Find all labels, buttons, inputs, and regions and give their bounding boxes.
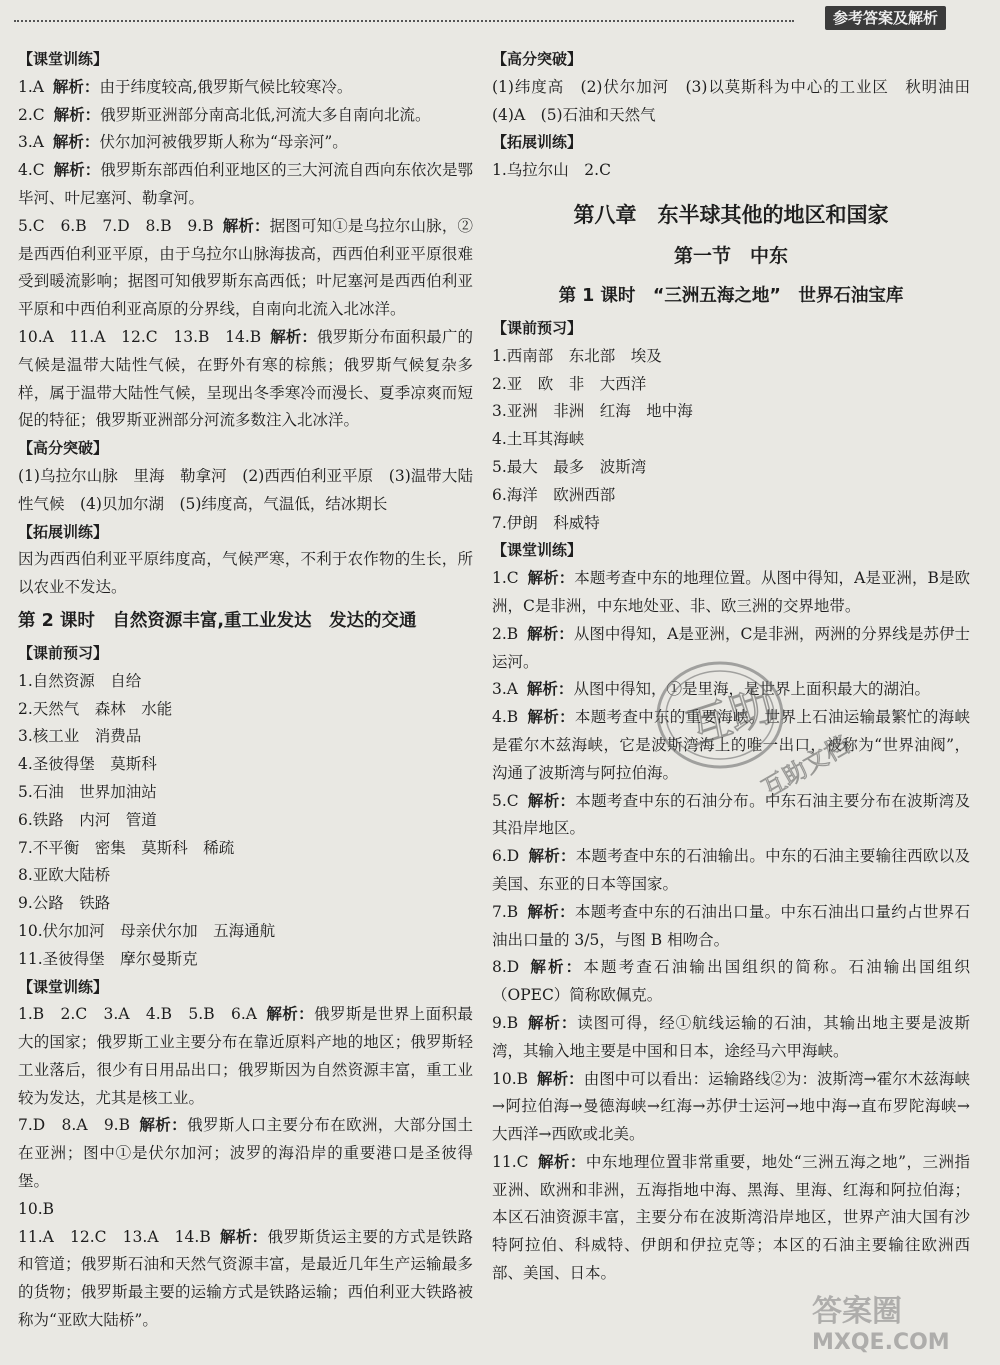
analysis-label: 解析： (52, 133, 100, 152)
answer-line: 6.铁路 内河 管道 (18, 810, 157, 829)
analysis-text: 俄罗斯亚洲部分南高北低,河流大多自南向北流。 (100, 105, 431, 124)
answer-line: 1.西南部 东北部 埃及 (492, 346, 662, 365)
answer-item (492, 1010, 970, 1066)
answer-number: 2.C (18, 105, 45, 124)
answer-item (492, 1066, 970, 1149)
answer-number: 1.B 2.C 3.A 4.B 5.B 6.A (18, 1005, 257, 1024)
analysis-label: 解析： (52, 77, 100, 96)
analysis-label: 解析： (270, 327, 318, 346)
answer-number: 8.D (492, 958, 520, 977)
answer-line: 2.天然气 森林 水能 (18, 699, 173, 718)
analysis-text: 从图中得知，①是里海，是世界上面积最大的湖泊。 (573, 680, 930, 699)
answer-line: 11.圣彼得堡 摩尔曼斯克 (18, 949, 198, 968)
analysis-text: 伏尔加河被俄罗斯人称为“母亲河”。 (99, 133, 348, 152)
answer-number: 3.A (18, 133, 44, 152)
answer-number: 11.A 12.C 13.A 14.B (18, 1227, 211, 1246)
analysis-text: 本题考查中东的石油输出。中东的石油主要输往西欧以及美国、东亚的日本等国家。 (492, 847, 970, 893)
answer-line: 9.公路 铁路 (18, 894, 111, 913)
section-title: 【课前预习】 (18, 643, 109, 662)
answer-line: 2.亚 欧 非 大西洋 (492, 374, 647, 393)
answer-text: 因为西西伯利亚平原纬度高，气候严寒，不利于农作物的生长，所以农业不发达。 (18, 550, 473, 597)
analysis-label: 解析： (527, 902, 575, 921)
section-title: 【高分突破】 (18, 439, 109, 458)
answer-item (18, 129, 473, 157)
answer-number: 1.A (18, 77, 44, 96)
answer-text: (1)乌拉尔山脉 里海 勒拿河 (2)西西伯利亚平原 (3)温带大陆性气候 (4)贝加尔湖 (5)纬度高，气温低，结冰期长 (18, 466, 473, 513)
answer-item (492, 788, 970, 844)
section-title: 【课堂训练】 (18, 50, 109, 68)
analysis-label: 解析： (222, 216, 270, 235)
analysis-label: 解析： (139, 1116, 188, 1135)
svg-text:答案圈: 答案圈 (812, 1294, 902, 1329)
answer-number: 5.C (492, 791, 519, 810)
answer-number: 10.B (18, 1199, 55, 1218)
analysis-text: 本题考查中东的地理位置。从图中得知，A是亚洲，B是欧洲，C是非洲，中东地处亚、非、欧三洲的交界地带。 (492, 569, 970, 615)
answer-line: 3.亚洲 非洲 红海 地中海 (492, 402, 693, 421)
answer-number: 2.B (492, 624, 519, 643)
answer-line: 1.自然资源 自给 (18, 671, 142, 690)
answer-line: 5.石油 世界加油站 (18, 782, 157, 801)
svg-text:互助: 互助 (680, 679, 780, 756)
left-column (18, 46, 473, 1335)
corner-logo-icon (802, 1291, 992, 1357)
answer-text: (1)纬度高 (2)伏尔加河 (3)以莫斯科为中心的工业区 秋明油田 (4)A (5)石油和天然气 (492, 77, 986, 124)
answer-number: 7.D 8.A 9.B (18, 1116, 130, 1135)
answer-list (18, 74, 473, 435)
answer-line: 8.亚欧大陆桥 (18, 866, 111, 885)
analysis-text: 由于纬度较高,俄罗斯气候比较寒冷。 (99, 77, 353, 96)
answer-number: 1.C (492, 569, 519, 588)
answer-number: 11.C (492, 1152, 529, 1171)
answer-number: 3.A (492, 680, 518, 699)
answer-text: 1.乌拉尔山 2.C (492, 161, 611, 180)
answer-item (18, 324, 473, 435)
answer-item (492, 621, 970, 677)
analysis-text: 俄罗斯是世界上面积最大的国家；俄罗斯工业主要分布在靠近原料产地的地区；俄罗斯轻工业落后，很少有日用品出口；俄罗斯因为自然资源丰富，重工业较为发达，尤其是核工业。 (18, 1005, 473, 1107)
analysis-text: 据图可知①是乌拉尔山脉，②是西西伯利亚平原，由于乌拉尔山脉海拔高，西西伯利亚平原很难受到暖流影响；据图可知俄罗斯东高西低；叶尼塞河是西西伯利亚平原和中西伯利亚高原的分界线，自南向北流入北冰洋。 (18, 216, 473, 319)
answer-line: 3.核工业 消费品 (18, 727, 142, 746)
section-title: 【高分突破】 (492, 50, 583, 68)
answer-item (18, 157, 473, 213)
answer-number: 4.C (18, 161, 45, 180)
answer-list (18, 1001, 473, 1335)
analysis-text: 本题考查中东的石油出口量。中东石油出口量约占世界石油出口量的 3/5，与图 B 相吻合。 (492, 902, 970, 949)
answer-item (492, 1149, 970, 1288)
analysis-label: 解析： (526, 680, 574, 699)
answer-lines (492, 343, 970, 538)
analysis-text: 中东地理位置非常重要，地处“三洲五海之地”，三洲指亚洲、欧洲和非洲，五海指地中海、黑海、里海、红海和阿拉伯海；本区石油资源丰富，主要分布在波斯湾沿岸地区，世界产油大国有沙特阿拉伯、科威特、伊朗和伊拉克等；本区的石油主要输往欧洲西部、美国、日本。 (492, 1152, 970, 1283)
analysis-text: 俄罗斯人口主要分布在欧洲，大部分国土在亚洲；图中①是伏尔加河；波罗的海沿岸的重要港口是圣彼得堡。 (18, 1116, 473, 1191)
answer-number: 10.B (492, 1069, 529, 1088)
analysis-label: 解析： (527, 624, 574, 643)
header-tag: 参考答案及解析 (825, 6, 946, 30)
answer-number: 5.C 6.B 7.D 8.B 9.B (18, 216, 214, 235)
analysis-label: 解析： (537, 1069, 584, 1088)
analysis-label: 解析： (220, 1227, 268, 1246)
answer-item (492, 704, 970, 787)
answer-item (18, 213, 473, 324)
answer-item (492, 676, 970, 704)
analysis-text: 本题考查石油输出国组织的简称。石油输出国组织（OPEC）简称欧佩克。 (492, 958, 970, 1005)
svg-text:互助文档: 互助文档 (756, 730, 854, 804)
section-title: 【拓展训练】 (492, 133, 583, 152)
svg-text:MXQE.COM: MXQE.COM (812, 1330, 950, 1355)
lesson-title: 第 2 课时 自然资源丰富,重工业发达 发达的交通 (18, 610, 417, 631)
analysis-text: 本题考查中东的石油分布。中东石油主要分布在波斯湾及其沿岸地区。 (492, 791, 970, 838)
answer-list (492, 565, 970, 1288)
answer-item (492, 843, 970, 899)
answer-line: 7.不平衡 密集 莫斯科 稀疏 (18, 838, 235, 857)
answer-number: 7.B (492, 902, 519, 921)
analysis-text: 从图中得知，A是亚洲，C是非洲，两洲的分界线是苏伊士运河。 (492, 624, 970, 671)
answer-number: 9.B (492, 1013, 519, 1032)
answer-line: 10.伏尔加河 母亲伏尔加 五海通航 (18, 921, 276, 940)
answer-item (18, 102, 473, 130)
answer-number: 4.B (492, 708, 519, 727)
answer-line: 4.土耳其海峡 (492, 430, 585, 449)
answer-item (18, 1224, 473, 1335)
analysis-label: 解析： (266, 1005, 315, 1024)
section-title: 【课堂训练】 (18, 977, 109, 996)
analysis-label: 解析： (537, 1152, 586, 1171)
answer-item (18, 1001, 473, 1112)
analysis-text: 本题考查中东的重要海峡。世界上石油运输最繁忙的海峡是霍尔木兹海峡，它是波斯湾海上的唯一出口，被称为“世界油阀”，沟通了波斯湾与阿拉伯海。 (492, 708, 970, 782)
analysis-text: 由图中可以看出：运输路线②为：波斯湾→霍尔木兹海峡→阿拉伯海→曼德海峡→红海→苏伊士运河→地中海→直布罗陀海峡→大西洋→西欧或北美。 (492, 1069, 970, 1144)
header-dotted-rule (14, 20, 794, 22)
analysis-text: 俄罗斯东部西伯利亚地区的三大河流自西向东依次是鄂毕河、叶尼塞河、勒拿河。 (18, 161, 473, 207)
section-title: 【课前预习】 (492, 318, 583, 337)
chapter-title: 第八章 东半球其他的地区和国家 (573, 202, 889, 227)
answer-lines (18, 668, 473, 974)
analysis-label: 解析： (527, 708, 575, 727)
analysis-label: 解析： (527, 791, 576, 810)
section-heading: 第一节 中东 (673, 244, 788, 267)
answer-item (492, 565, 970, 621)
lesson-title: 第 1 课时 “三洲五海之地” 世界石油宝库 (558, 285, 904, 306)
answer-line: 4.圣彼得堡 莫斯科 (18, 755, 157, 774)
analysis-text: 俄罗斯货运主要的方式是铁路和管道；俄罗斯石油和天然气资源丰富，是最近几年生产运输最多的货物；俄罗斯最主要的运输方式是铁路运输；西伯利亚大铁路被称为“亚欧大陆桥”。 (18, 1227, 473, 1330)
answer-item (18, 1196, 473, 1224)
answer-item (492, 954, 970, 1010)
analysis-label: 解析： (528, 1013, 578, 1032)
answer-number: 6.D (492, 847, 520, 866)
section-title: 【课堂训练】 (492, 541, 583, 560)
right-column (492, 46, 986, 1288)
analysis-label: 解析： (528, 847, 576, 866)
section-title: 【拓展训练】 (18, 522, 109, 541)
page-header (14, 4, 986, 30)
answer-number: 10.A 11.A 12.C 13.B 14.B (18, 327, 262, 346)
answer-item (492, 899, 970, 955)
answer-item (18, 1112, 473, 1195)
answer-line: 5.最大 最多 波斯湾 (492, 457, 647, 476)
analysis-text: 读图可得，经①航线运输的石油，其输出地主要是波斯湾，其输入地主要是中国和日本，途经马六甲海峡。 (492, 1013, 970, 1060)
answer-item (18, 74, 473, 102)
analysis-label: 解析： (527, 569, 575, 588)
analysis-label: 解析： (53, 161, 101, 180)
analysis-label: 解析： (53, 105, 101, 124)
answer-line: 6.海洋 欧洲西部 (492, 485, 616, 504)
analysis-text: 俄罗斯分布面积最广的气候是温带大陆性气候，在野外有寒的棕熊；俄罗斯气候复杂多样，属于温带大陆性气候，呈现出冬季寒冷而漫长、夏季凉爽而短促的特征；俄罗斯亚洲部分河流多数注入北冰洋。 (18, 327, 473, 430)
answer-line: 7.伊朗 科威特 (492, 513, 600, 532)
analysis-label: 解析： (530, 958, 584, 977)
